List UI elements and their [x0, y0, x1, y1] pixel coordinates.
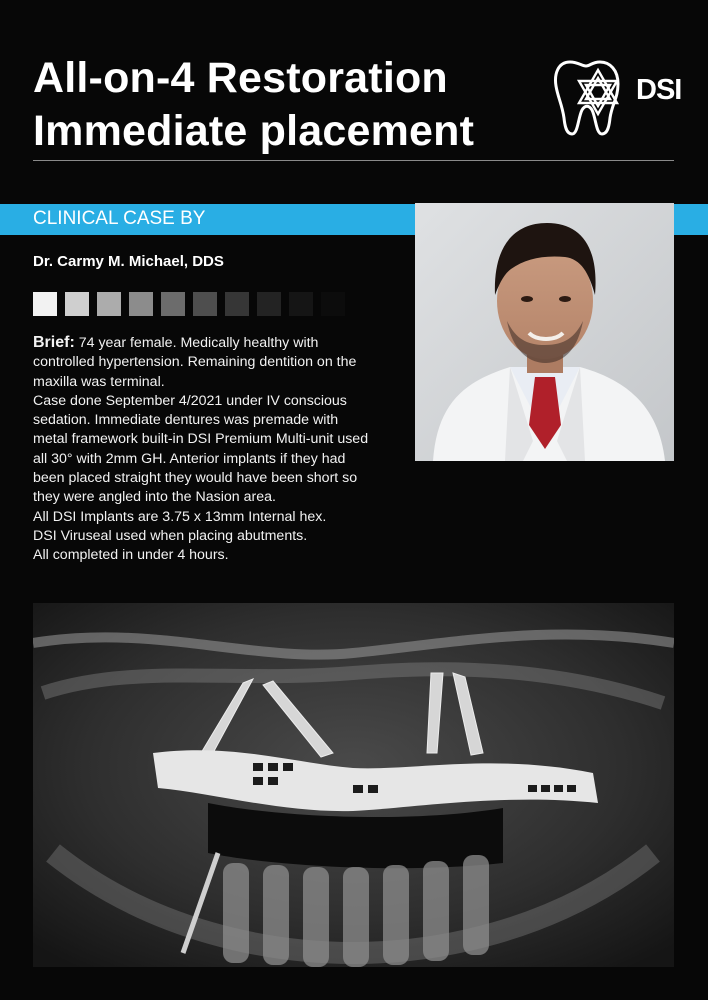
brief-text: [33, 333, 373, 566]
gray-swatch: [321, 292, 345, 316]
gray-swatch: [289, 292, 313, 316]
gray-swatch: [257, 292, 281, 316]
gray-swatch: [129, 292, 153, 316]
page-title: [33, 52, 474, 158]
gray-swatch: [161, 292, 185, 316]
gray-swatch: [225, 292, 249, 316]
gray-swatch: [97, 292, 121, 316]
brief-label: Brief:: [33, 334, 75, 351]
brief-line: All completed in under 4 hours.: [33, 547, 229, 564]
author-name: Dr. Carmy M. Michael, DDS: [33, 253, 224, 270]
brief-paragraph: [33, 333, 373, 392]
brief-line: DSI Viruseal used when placing abutments.: [33, 527, 308, 544]
grayscale-swatches: [33, 292, 345, 316]
title-line-2: Immediate placement: [33, 107, 475, 155]
tooth-star-icon: [552, 56, 636, 136]
gray-swatch: [33, 292, 57, 316]
dsi-logo: [552, 56, 680, 136]
section-band-label: CLINICAL CASE BY: [33, 208, 206, 229]
title-line-1: All-on-4 Restoration: [33, 54, 448, 102]
logo-text: DSI: [636, 74, 682, 106]
brief-line: All DSI Implants are 3.75 x 13mm Internal hex.: [33, 508, 327, 525]
brief-line: 74 year female. Medically healthy with controlled hypertension. Remaining dentition on the maxilla was terminal.: [33, 335, 357, 390]
doctor-portrait: [415, 203, 674, 461]
gray-swatch: [193, 292, 217, 316]
panoramic-xray: [33, 603, 674, 967]
title-divider: [33, 160, 674, 161]
brief-line: Case done September 4/2021 under IV conscious sedation. Immediate dentures was premade with metal framework built-in DSI Premium Multi-unit used all 30° with 2mm GH. Anterior implants if they had been placed straight they would have been short so they were angled into the Nasion area.: [33, 392, 369, 506]
gray-swatch: [65, 292, 89, 316]
